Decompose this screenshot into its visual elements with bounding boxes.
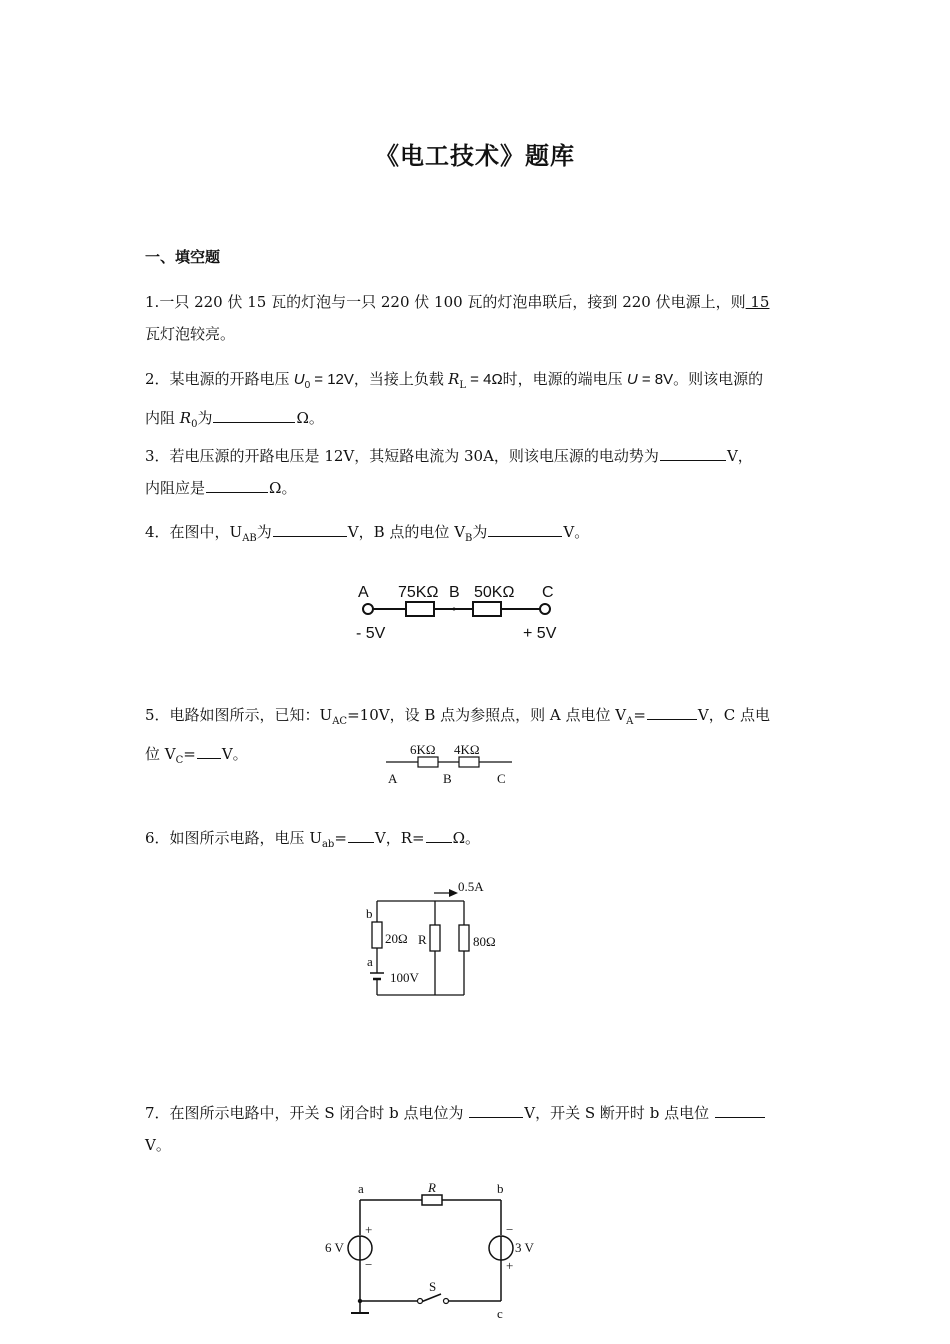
label-a: a xyxy=(367,954,373,969)
answer-blank[interactable] xyxy=(660,445,726,461)
circuit-diagram-q5 xyxy=(380,738,520,788)
page-title: 《电工技术》题库 xyxy=(375,141,575,170)
label-b: B xyxy=(443,771,452,786)
label-va: - 5V xyxy=(356,625,386,642)
label-s: S xyxy=(429,1279,437,1294)
question-4: 4．在图中，$U_{AB}$为 V，B 点的电位 $V_B$为 V。 xyxy=(145,523,590,544)
label-r1: 6KΩ xyxy=(410,742,436,757)
resistor-4k xyxy=(459,757,479,767)
plus-left: + xyxy=(365,1222,373,1237)
label-a: a xyxy=(358,1181,364,1196)
question-7: 7．在图所示电路中，开关 S 闭合时 b 点电位为 V，开关 S 断开时 b 点电位 V。 xyxy=(145,1097,810,1161)
terminal-a xyxy=(363,604,373,614)
question-number: 1. xyxy=(145,293,160,311)
answer-blank[interactable] xyxy=(488,521,562,537)
answer-blank[interactable] xyxy=(197,743,221,759)
question-3: 3．若电压源的开路电压是 12V，其短路电流为 30A，则该电压源的电动势为 V， 内阻应是 Ω。 xyxy=(145,447,753,497)
label-v-left: 6 V xyxy=(325,1240,344,1255)
answer-blank[interactable] xyxy=(715,1102,765,1118)
label-r3: 80Ω xyxy=(473,934,496,949)
question-text: 一只 220 伏 15 瓦的灯泡与一只 220 伏 100 瓦的灯泡串联后，接到 220 伏电源上，则 xyxy=(159,293,746,311)
question-5: 5．电路如图所示，已知：$U_{AC}=10V$，设 B 点为参照点，则 A 点电位 $V_A= V$，C 点电 位 $V_C= V$。 xyxy=(145,706,770,766)
minus-left: − xyxy=(365,1257,373,1272)
label-r: R xyxy=(418,932,427,947)
question-text: 瓦灯泡较亮。 xyxy=(145,325,236,343)
resistor-6k xyxy=(418,757,438,767)
resistor-75k xyxy=(406,602,434,616)
label-a: A xyxy=(358,584,369,601)
section-heading: 一、填空题 xyxy=(145,248,221,266)
answer-blank[interactable] xyxy=(273,521,347,537)
minus-right: − xyxy=(506,1222,514,1237)
question-6: 6．如图所示电路，电压 $U_{ab}= V$，R= Ω。 xyxy=(145,829,481,850)
label-b: B xyxy=(449,584,460,601)
label-c: C xyxy=(497,771,506,786)
circuit-diagram-q4 xyxy=(350,575,570,645)
question-number: 6． xyxy=(145,829,170,847)
resistor-80 xyxy=(459,925,469,951)
label-r2: 4KΩ xyxy=(454,742,480,757)
circuit-diagram-q7 xyxy=(315,1180,555,1330)
label-r2: 50KΩ xyxy=(474,584,515,601)
circuit-diagram-q6 xyxy=(360,872,510,1002)
answer-blank[interactable] xyxy=(213,407,295,423)
resistor-50k xyxy=(473,602,501,616)
question-number: 4． xyxy=(145,523,170,541)
label-r: R xyxy=(428,1180,436,1195)
question-2: 2．某电源的开路电压 $U_0 = 12V$，当接上负载 $R_L = 4\Omega$时，电源的端电压 U = 8V。则该电源的 内阻 $R_0$为 Ω。 xyxy=(145,370,764,430)
question-number: 3． xyxy=(145,447,170,465)
resistor-r xyxy=(430,925,440,951)
answer-blank[interactable] xyxy=(426,827,452,843)
label-vc: + 5V xyxy=(523,625,557,642)
label-r1: 20Ω xyxy=(385,931,408,946)
label-current: 0.5A xyxy=(458,879,484,894)
terminal-c xyxy=(540,604,550,614)
answer-blank[interactable] xyxy=(469,1102,523,1118)
label-c: C xyxy=(542,584,554,601)
question-1 xyxy=(145,286,810,350)
label-v-right: 3 V xyxy=(515,1240,534,1255)
answer-blank[interactable] xyxy=(206,477,268,493)
resistor-20 xyxy=(372,922,382,948)
label-source: 100V xyxy=(390,970,419,985)
answer-underlined: 15 xyxy=(745,293,770,311)
question-number: 2． xyxy=(145,370,170,388)
label-c: c xyxy=(497,1306,503,1321)
question-number: 5． xyxy=(145,706,170,724)
resistor-r xyxy=(422,1195,442,1205)
plus-right: + xyxy=(506,1258,514,1273)
label-b: b xyxy=(366,906,373,921)
label-r1: 75KΩ xyxy=(398,584,439,601)
answer-blank[interactable] xyxy=(348,827,374,843)
answer-blank[interactable] xyxy=(647,704,697,720)
switch-s xyxy=(421,1294,441,1302)
label-b: b xyxy=(497,1181,504,1196)
question-number: 7． xyxy=(145,1104,170,1122)
label-a: A xyxy=(388,771,398,786)
